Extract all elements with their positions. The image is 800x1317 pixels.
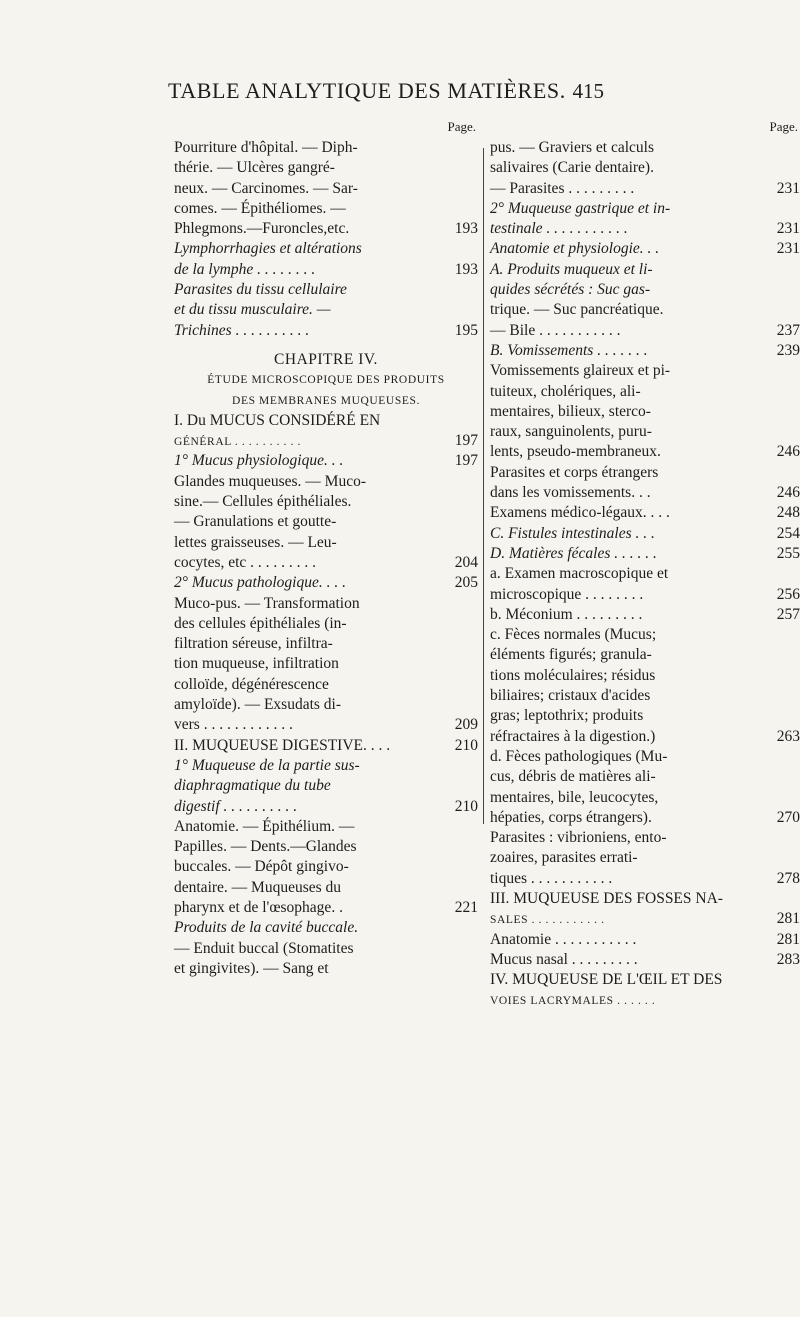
toc-entry-line xyxy=(174,594,478,614)
entry-text: vers . . . . . . . . . . . . xyxy=(174,716,293,734)
entry-text: thérie. — Ulcères gangré- xyxy=(174,159,335,177)
entry-page-number: 254 xyxy=(776,524,800,542)
entry-page-number: 210 xyxy=(454,797,478,815)
entry-page-number: 231 xyxy=(776,179,800,197)
toc-entry-line xyxy=(174,451,478,471)
entry-text: D. Matières fécales . . . . . . xyxy=(490,544,657,562)
toc-entry-line xyxy=(490,442,800,462)
toc-entry-line xyxy=(174,573,478,593)
toc-entry-line xyxy=(174,898,478,918)
entry-text: trique. — Suc pancréatique. xyxy=(490,301,664,319)
toc-entry-line xyxy=(174,472,478,492)
toc-entry-line xyxy=(490,970,800,990)
toc-entry-line xyxy=(490,321,800,341)
entry-text: Papilles. — Dents.—Glandes xyxy=(174,838,357,856)
toc-entry-line xyxy=(174,300,478,320)
entry-text: IV. MUQUEUSE DE L'ŒIL ET DES xyxy=(490,971,723,989)
entry-text: Phlegmons.—Furoncles,etc. xyxy=(174,220,350,238)
entry-text: Muco-pus. — Transformation xyxy=(174,594,360,612)
entry-text: tuiteux, cholériques, ali- xyxy=(490,382,641,400)
entry-page-number: 263 xyxy=(776,727,800,745)
toc-entry-line xyxy=(174,512,478,532)
toc-entry-line xyxy=(490,280,800,300)
entry-text: Produits de la cavité buccale. xyxy=(174,919,359,937)
toc-entry-line xyxy=(174,492,478,512)
left-column xyxy=(174,116,478,979)
entry-text: Anatomie et physiologie. . . xyxy=(490,240,660,258)
entry-text: testinale . . . . . . . . . . . xyxy=(490,220,628,238)
entry-text: neux. — Carcinomes. — Sar- xyxy=(174,179,358,197)
column-divider xyxy=(483,148,484,824)
toc-entry-line xyxy=(174,411,478,431)
toc-entry-line xyxy=(490,361,800,381)
entry-text: Examens médico-légaux. . . . xyxy=(490,504,670,522)
entry-text: pus. — Graviers et calculs xyxy=(490,139,654,156)
toc-entry-line xyxy=(490,341,800,361)
toc-entry-line xyxy=(490,909,800,929)
entry-text: C. Fistules intestinales . . . xyxy=(490,524,655,542)
toc-entry-line xyxy=(490,199,800,219)
entry-text: 1° Muqueuse de la partie sus- xyxy=(174,756,360,774)
toc-entry-line xyxy=(490,544,800,564)
entry-text: microscopique . . . . . . . . xyxy=(490,585,644,603)
entry-text: 2° Muqueuse gastrique et in- xyxy=(490,199,671,217)
toc-entry-line xyxy=(490,138,800,158)
toc-entry-line xyxy=(490,585,800,605)
entry-page-number: 193 xyxy=(454,260,478,278)
toc-entry-line xyxy=(174,857,478,877)
entry-text: dentaire. — Muqueuses du xyxy=(174,878,342,896)
toc-entry-line xyxy=(490,828,800,848)
entry-text: — Granulations et goutte- xyxy=(174,513,337,531)
toc-entry-line xyxy=(490,930,800,950)
toc-entry-line xyxy=(490,503,800,523)
entry-text: hépaties, corps étrangers). xyxy=(490,808,652,826)
entry-text: salivaires (Carie dentaire). xyxy=(490,159,654,177)
toc-entry-line xyxy=(174,654,478,674)
toc-entry-line xyxy=(490,382,800,402)
toc-entry-line xyxy=(490,219,800,239)
entry-text: diaphragmatique du tube xyxy=(174,777,331,795)
toc-entry-line xyxy=(174,219,478,239)
entry-text: Anatomie . . . . . . . . . . . xyxy=(490,930,637,948)
entry-text: raux, sanguinolents, puru- xyxy=(490,423,652,441)
entry-page-number: 257 xyxy=(776,605,800,623)
toc-entry-line xyxy=(174,260,478,280)
entry-text: tiques . . . . . . . . . . . xyxy=(490,869,613,887)
toc-entry-line xyxy=(490,950,800,970)
left-entries xyxy=(174,138,478,979)
toc-entry-line xyxy=(174,736,478,756)
toc-entry-line xyxy=(490,869,800,889)
toc-entry-line xyxy=(174,695,478,715)
toc-entry-line xyxy=(490,767,800,787)
toc-entry-line xyxy=(490,747,800,767)
entry-text: dans les vomissements. . . xyxy=(490,484,651,502)
toc-entry-line xyxy=(490,179,800,199)
toc-entry-line xyxy=(490,666,800,686)
entry-text: Glandes muqueuses. — Muco- xyxy=(174,472,366,490)
entry-text: filtration séreuse, infiltra- xyxy=(174,635,333,653)
toc-entry-line xyxy=(490,239,800,259)
toc-entry-line xyxy=(174,179,478,199)
toc-entry-line xyxy=(174,797,478,817)
entry-text: c. Fèces normales (Mucus; xyxy=(490,626,657,644)
toc-entry-line xyxy=(490,686,800,706)
toc-entry-line xyxy=(490,625,800,645)
entry-page-number: 281 xyxy=(776,910,800,928)
entry-page-number: 281 xyxy=(776,930,800,948)
toc-entry-line xyxy=(174,918,478,938)
toc-entry-line xyxy=(174,158,478,178)
entry-page-number: 221 xyxy=(454,898,478,916)
entry-text: ÉTUDE MICROSCOPIQUE DES PRODUITS xyxy=(207,374,445,387)
entry-page-number: 256 xyxy=(776,585,800,603)
entry-text: Parasites du tissu cellulaire xyxy=(174,281,347,299)
entry-text: sine.— Cellules épithéliales. xyxy=(174,493,352,511)
entry-text: CHAPITRE IV. xyxy=(274,350,378,368)
toc-entry-line xyxy=(174,280,478,300)
toc-entry-line xyxy=(490,300,800,320)
entry-text: Pourriture d'hôpital. — Diph- xyxy=(174,139,358,156)
toc-entry-line xyxy=(174,756,478,776)
entry-text: II. MUQUEUSE DIGESTIVE. . . . xyxy=(174,736,391,754)
right-entries xyxy=(490,138,800,1011)
toc-entry-line xyxy=(490,889,800,909)
entry-text: 1° Mucus physiologique. . . xyxy=(174,452,344,470)
toc-entry-line xyxy=(174,817,478,837)
toc-entry-line xyxy=(490,808,800,828)
toc-entry-line xyxy=(174,553,478,573)
entry-text: pharynx et de l'œsophage. . xyxy=(174,898,343,916)
toc-entry-line xyxy=(490,645,800,665)
toc-entry-line xyxy=(490,605,800,625)
entry-text: a. Examen macroscopique et xyxy=(490,565,669,583)
entry-text: zoaires, parasites errati- xyxy=(490,849,638,867)
toc-entry-line xyxy=(490,463,800,483)
toc-entry-line xyxy=(174,939,478,959)
entry-text: GÉNÉRAL . . . . . . . . . . xyxy=(174,436,301,449)
entry-text: VOIES LACRYMALES . . . . . . xyxy=(490,995,656,1008)
entry-text: gras; leptothrix; produits xyxy=(490,707,644,725)
toc-entry-line xyxy=(174,370,478,390)
entry-page-number: 195 xyxy=(454,321,478,339)
toc-entry-line xyxy=(490,483,800,503)
page-title: TABLE ANALYTIQUE DES MATIÈRES. xyxy=(168,78,566,103)
page-column-label: Page. xyxy=(447,119,476,134)
entry-text: comes. — Épithéliomes. — xyxy=(174,199,346,217)
entry-text: amyloïde). — Exsudats di- xyxy=(174,696,342,714)
entry-page-number: 255 xyxy=(776,544,800,562)
entry-text: réfractaires à la digestion.) xyxy=(490,727,656,745)
entry-page-number: 197 xyxy=(454,452,478,470)
entry-text: biliaires; cristaux d'acides xyxy=(490,687,651,705)
toc-entry-line xyxy=(174,239,478,259)
toc-entry-line xyxy=(490,848,800,868)
entry-page-number: 204 xyxy=(454,553,478,571)
entry-text: — Parasites . . . . . . . . . xyxy=(490,179,635,197)
entry-text: 2° Mucus pathologique. . . . xyxy=(174,574,346,592)
toc-entry-line xyxy=(174,776,478,796)
toc-entry-line xyxy=(174,199,478,219)
entry-page-number: 231 xyxy=(776,240,800,258)
toc-entry-line xyxy=(174,431,478,451)
right-column xyxy=(490,116,800,1011)
entry-text: Parasites : vibrioniens, ento- xyxy=(490,829,667,847)
entry-text: digestif . . . . . . . . . . xyxy=(174,797,298,815)
entry-page-number: 239 xyxy=(776,341,800,359)
entry-page-number: 246 xyxy=(776,484,800,502)
entry-text: quides sécrétés : Suc gas- xyxy=(490,281,651,299)
entry-text: A. Produits muqueux et li- xyxy=(490,260,653,278)
toc-entry-line xyxy=(174,350,478,370)
toc-entry-line xyxy=(174,634,478,654)
entry-text: et du tissu musculaire. — xyxy=(174,301,331,319)
toc-entry-line xyxy=(490,422,800,442)
entry-text: SALES . . . . . . . . . . . xyxy=(490,914,605,927)
entry-text: colloïde, dégénérescence xyxy=(174,675,329,693)
toc-entry-line xyxy=(490,564,800,584)
toc-entry-line xyxy=(490,524,800,544)
entry-page-number: 231 xyxy=(776,220,800,238)
entry-page-number: 270 xyxy=(776,808,800,826)
entry-text: buccales. — Dépôt gingivo- xyxy=(174,858,349,876)
toc-entry-line xyxy=(174,533,478,553)
entry-text: I. Du MUCUS CONSIDÉRÉ EN xyxy=(174,411,381,429)
toc-entry-line xyxy=(174,138,478,158)
entry-text: Lymphorrhagies et altérations xyxy=(174,240,362,258)
entry-text: b. Méconium . . . . . . . . . xyxy=(490,605,643,623)
entry-text: Mucus nasal . . . . . . . . . xyxy=(490,950,638,968)
entry-text: lents, pseudo-membraneux. xyxy=(490,443,661,461)
entry-text: Trichines . . . . . . . . . . xyxy=(174,321,310,339)
page-column-label: Page. xyxy=(769,119,798,134)
toc-entry-line xyxy=(174,675,478,695)
entry-text: tion muqueuse, infiltration xyxy=(174,655,339,673)
entry-text: d. Fèces pathologiques (Mu- xyxy=(490,747,668,765)
entry-text: éléments figurés; granula- xyxy=(490,646,652,664)
toc-entry-line xyxy=(490,990,800,1010)
entry-text: DES MEMBRANES MUQUEUSES. xyxy=(232,394,420,407)
entry-text: tions moléculaires; résidus xyxy=(490,666,656,684)
entry-text: — Bile . . . . . . . . . . . xyxy=(490,321,621,339)
entry-text: — Enduit buccal (Stomatites xyxy=(174,939,354,957)
toc-entry-line xyxy=(174,837,478,857)
entry-text: de la lymphe . . . . . . . . xyxy=(174,260,316,278)
page-number: 415 xyxy=(572,79,604,103)
toc-entry-line xyxy=(490,788,800,808)
entry-text: mentaires, bilieux, sterco- xyxy=(490,402,651,420)
entry-page-number: 278 xyxy=(776,869,800,887)
entry-page-number: 283 xyxy=(776,950,800,968)
toc-entry-line xyxy=(490,158,800,178)
entry-text: cus, débris de matières ali- xyxy=(490,768,656,786)
entry-text: Vomissements glaireux et pi- xyxy=(490,362,671,380)
toc-entry-line xyxy=(490,402,800,422)
entry-page-number: 248 xyxy=(776,504,800,522)
entry-text: Parasites et corps étrangers xyxy=(490,463,659,481)
entry-text: cocytes, etc . . . . . . . . . xyxy=(174,553,317,571)
entry-text: et gingivites). — Sang et xyxy=(174,959,329,977)
entry-page-number: 246 xyxy=(776,443,800,461)
running-header xyxy=(168,78,604,104)
toc-entry-line xyxy=(174,878,478,898)
toc-entry-line xyxy=(174,959,478,979)
entry-page-number: 209 xyxy=(454,716,478,734)
entry-page-number: 205 xyxy=(454,574,478,592)
entry-text: B. Vomissements . . . . . . . xyxy=(490,341,648,359)
entry-page-number: 197 xyxy=(454,432,478,450)
entry-text: III. MUQUEUSE DES FOSSES NA- xyxy=(490,889,723,907)
entry-text: des cellules épithéliales (in- xyxy=(174,614,347,632)
entry-text: mentaires, bile, leucocytes, xyxy=(490,788,659,806)
entry-page-number: 237 xyxy=(776,321,800,339)
toc-entry-line xyxy=(490,260,800,280)
toc-entry-line xyxy=(174,715,478,735)
toc-entry-line xyxy=(490,727,800,747)
toc-entry-line xyxy=(174,391,478,411)
entry-page-number: 193 xyxy=(454,220,478,238)
entry-text: lettes graisseuses. — Leu- xyxy=(174,533,337,551)
entry-text: Anatomie. — Épithélium. — xyxy=(174,817,355,835)
toc-entry-line xyxy=(490,706,800,726)
entry-page-number: 210 xyxy=(454,736,478,754)
toc-entry-line xyxy=(174,614,478,634)
toc-entry-line xyxy=(174,321,478,341)
